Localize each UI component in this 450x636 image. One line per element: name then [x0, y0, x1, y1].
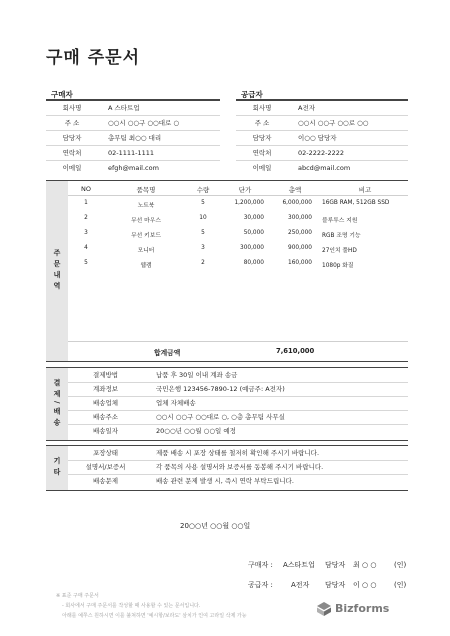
buyer-row	[46, 146, 220, 161]
item-qty: 10	[199, 215, 207, 221]
supplier-seal: (인)	[394, 581, 407, 589]
etc-label: 설명서/보증서	[85, 463, 126, 471]
item-no: 3	[84, 230, 88, 236]
item-no: 2	[84, 215, 88, 221]
etc-row	[68, 474, 408, 488]
supplier-sign-title: 담당자	[325, 581, 346, 589]
buyer-row	[46, 101, 220, 116]
etc-label: 포장상태	[92, 449, 119, 457]
item-remarks: 16GB RAM, 512GB SSD	[322, 200, 390, 206]
supplier-label: 연락처	[252, 149, 272, 157]
payment-row	[68, 396, 408, 411]
supplier-heading: 공급자	[241, 90, 263, 99]
supplier-label: 주 소	[254, 119, 270, 127]
col-header-item: 품목명	[136, 186, 156, 194]
bizforms-logo	[316, 601, 408, 617]
payment-value: ○○시 ○○구 ○○대로 ○, ○층 총무팀 사무실	[156, 413, 285, 421]
note-line: 아래를 예쭈스 원하시면 이를 불쳐하면 '예시항/보라도' 삼치가 인여 고라일 삭제 가능	[62, 613, 247, 619]
payment-label: 배송주소	[92, 413, 119, 421]
item-name: 무선 마우스	[131, 218, 161, 224]
etc-value: 각 품목의 사용 설명서와 보증서를 동봉해 주시기 바랍니다.	[156, 463, 324, 471]
supplier-row	[236, 161, 408, 175]
etc-row	[68, 460, 408, 475]
item-qty: 5	[201, 230, 205, 236]
buyer-value: efgh@mail.com	[108, 164, 159, 172]
item-name: 모니터	[137, 248, 155, 254]
buyer-row	[46, 131, 220, 146]
payment-label: 배송일자	[92, 427, 119, 435]
payment-label: 계좌정보	[92, 385, 119, 393]
buyer-label: 주 소	[64, 119, 80, 127]
item-amount: 6,000,000	[282, 200, 312, 206]
item-unit-price: 30,000	[243, 215, 264, 221]
supplier-label: 담당자	[252, 134, 272, 142]
item-name: 무선 키보드	[131, 233, 161, 239]
etc-label: 배송문제	[92, 477, 119, 485]
issue-date: 20○○년 ○○월 ○○일	[180, 522, 251, 530]
supplier-sign-name: 이 ○ ○	[353, 581, 377, 589]
payment-label: 결제방법	[92, 371, 119, 379]
item-remarks: 블루투스 지원	[322, 218, 358, 224]
item-no: 1	[84, 200, 88, 206]
buyer-sign-company: A스타트업	[283, 561, 315, 569]
payment-value: 20○○년 ○○월 ○○일 예정	[156, 427, 236, 435]
buyer-value: 총무팀 최○○ 대리	[108, 134, 162, 142]
col-header-amount: 총액	[288, 186, 302, 194]
supplier-value: A전자	[298, 104, 316, 112]
payment-row	[68, 424, 408, 438]
col-header-no: NO	[81, 185, 91, 193]
item-remarks: 27인치 풀HD	[322, 248, 357, 254]
item-amount: 300,000	[288, 215, 312, 221]
col-header-unit-price: 단가	[238, 186, 252, 194]
bizforms-logo-icon	[316, 601, 332, 617]
order-items-section	[46, 180, 408, 362]
item-name: 노트북	[137, 203, 155, 209]
order-items-side-text: 주문내역	[53, 249, 61, 293]
buyer-value: A 스타트업	[108, 104, 140, 112]
item-name: 웹캠	[140, 263, 152, 269]
total-value: 7,610,000	[276, 347, 315, 355]
buyer-sign-role: 구매자 :	[248, 561, 273, 569]
page-title: 구매 주문서	[46, 48, 141, 68]
note-line: - 회사에서 구매 주문서를 작성할 때 사용할 수 있는 문서입니다.	[62, 603, 201, 609]
supplier-value: abcd@mail.com	[298, 164, 351, 172]
item-remarks: 1080p 화질	[322, 263, 354, 269]
col-header-remarks: 비고	[358, 186, 372, 194]
buyer-label: 담당자	[62, 134, 82, 142]
etc-value: 배송 관련 문제 발생 시, 즉시 연락 부탁드립니다.	[156, 477, 294, 485]
payment-row	[68, 368, 408, 383]
etc-section	[46, 445, 408, 491]
buyer-value: 02-1111-1111	[108, 149, 155, 157]
supplier-row	[236, 116, 408, 131]
order-items-side-label	[46, 181, 68, 361]
bizforms-logo-text: Bizforms	[335, 602, 390, 615]
etc-side-label	[46, 446, 68, 490]
payment-value: 납품 후 30일 이내 계좌 송금	[156, 371, 238, 379]
buyer-heading: 구매자	[51, 90, 73, 99]
supplier-row	[236, 131, 408, 146]
supplier-label: 회사명	[252, 104, 272, 112]
item-qty: 3	[201, 245, 205, 251]
buyer-row	[46, 161, 220, 175]
item-unit-price: 1,200,000	[234, 200, 264, 206]
item-qty: 2	[201, 260, 205, 266]
supplier-row	[236, 146, 408, 161]
payment-row	[68, 410, 408, 425]
total-divider	[68, 341, 408, 342]
payment-value: 국민은행 123456-7890-12 (예금주: A전자)	[156, 385, 285, 393]
item-amount: 900,000	[288, 245, 312, 251]
buyer-seal: (인)	[394, 561, 407, 569]
payment-side-text: 결제/배송	[53, 378, 61, 430]
etc-side-text: 기타	[53, 457, 61, 479]
buyer-label: 이메일	[62, 164, 82, 172]
supplier-sign-company: A전자	[291, 581, 310, 589]
supplier-value: 02-2222-2222	[298, 149, 345, 157]
item-amount: 160,000	[288, 260, 312, 266]
item-qty: 5	[201, 200, 205, 206]
item-unit-price: 50,000	[243, 230, 264, 236]
items-header-line	[68, 195, 408, 196]
buyer-label: 회사명	[62, 104, 82, 112]
buyer-row	[46, 116, 220, 131]
supplier-value: ○○시 ○○구 ○○로 ○○	[298, 119, 369, 127]
item-no: 4	[84, 245, 88, 251]
supplier-value: 이○○ 담당자	[298, 134, 337, 142]
total-label: 합계금액	[154, 349, 181, 357]
item-amount: 250,000	[288, 230, 312, 236]
payment-side-label	[46, 368, 68, 440]
etc-row	[68, 446, 408, 461]
col-header-qty: 수량	[196, 186, 210, 194]
note-line: ※ 표준 구매 주문서	[56, 593, 99, 599]
payment-section	[46, 367, 408, 441]
item-unit-price: 300,000	[240, 245, 264, 251]
item-no: 5	[84, 260, 88, 266]
payment-row	[68, 382, 408, 397]
etc-value: 제품 배송 시 포장 상태를 철저히 확인해 주시기 바랍니다.	[156, 449, 320, 457]
supplier-label: 이메일	[252, 164, 272, 172]
supplier-row	[236, 101, 408, 116]
buyer-sign-title: 담당자	[325, 561, 346, 569]
supplier-sign-role: 공급자 :	[248, 581, 273, 589]
buyer-value: ○○시 ○○구 ○○대로 ○	[108, 119, 180, 127]
buyer-label: 연락처	[62, 149, 82, 157]
item-unit-price: 80,000	[243, 260, 264, 266]
payment-label: 배송업체	[92, 399, 119, 407]
buyer-sign-name: 최 ○ ○	[353, 561, 377, 569]
payment-value: 업체 자체배송	[156, 399, 196, 407]
item-remarks: RGB 조명 기능	[322, 233, 361, 239]
